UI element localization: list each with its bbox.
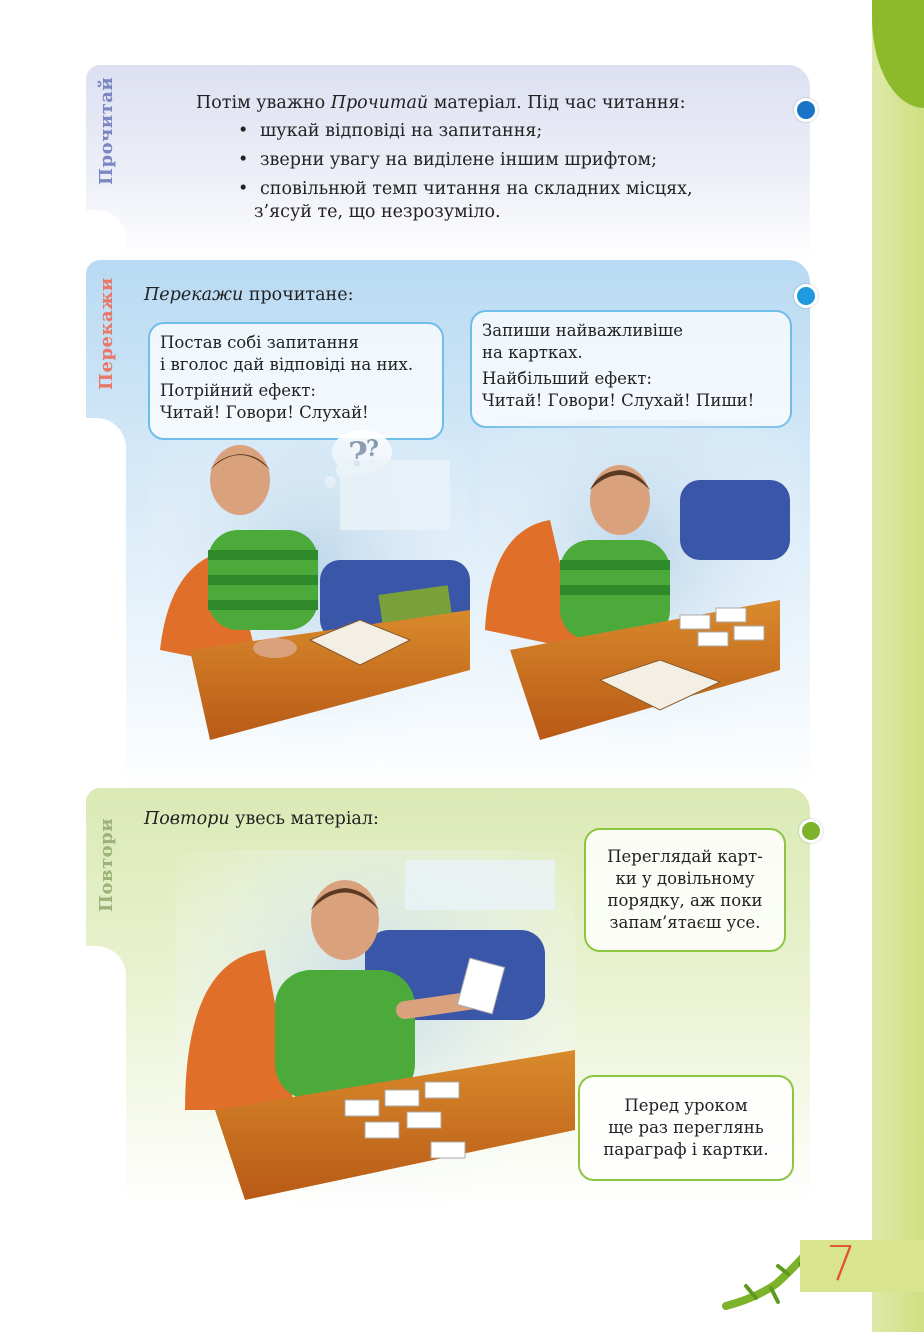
bubble-line: на картках.	[482, 343, 583, 362]
repeat-bubble-bottom	[578, 1075, 794, 1181]
repeat-intro-text: увесь матеріал:	[229, 809, 379, 829]
repeat-tab-gap	[86, 946, 126, 1208]
boy-reviewing-cards-illustration	[175, 850, 575, 1210]
repeat-intro-italic: Повтори	[144, 809, 230, 829]
read-intro-text: Потім уважно	[196, 93, 331, 113]
page-number: 7	[826, 1236, 857, 1292]
page-number-box	[800, 1240, 924, 1292]
retell-marker-dot	[794, 284, 818, 308]
retell-intro	[144, 284, 544, 307]
read-bullet-line: сповільнюй темп читання на складних місцях,	[260, 179, 693, 199]
bubble-line: і вголос дай відповіді на них.	[160, 355, 414, 374]
read-bullet	[238, 178, 758, 224]
bubble-line: Постав собі запитання	[160, 333, 359, 352]
read-intro-text-after: матеріал. Під час читання:	[428, 93, 686, 113]
retell-intro-text: прочитане:	[243, 285, 354, 305]
read-bullet: • зверни увагу на виділене іншим шрифтом;	[238, 149, 758, 172]
repeat-bubble-top	[584, 828, 786, 952]
bubble-line: Запиши найважливіше	[482, 321, 683, 340]
repeat-marker-dot	[799, 819, 823, 843]
read-marker-dot	[794, 98, 818, 122]
bubble-line: Перед уроком	[624, 1096, 748, 1115]
repeat-tab-label: Повтори	[96, 817, 117, 912]
repeat-intro	[144, 808, 544, 831]
bubble-line: Читай! Говори! Слухай! Пиши!	[482, 391, 755, 410]
bubble-line: параграф і картки.	[603, 1140, 769, 1159]
retell-bubble-right	[470, 310, 792, 428]
retell-intro-italic: Перекажи	[144, 285, 244, 305]
retell-tab-gap	[86, 418, 126, 790]
bubble-line: запам’ятаєш усе.	[609, 913, 761, 932]
read-bullet-line: з’ясуй те, що незрозуміло.	[254, 202, 501, 222]
boy-writing-illustration	[480, 420, 800, 750]
boy-reading-illustration	[150, 440, 470, 750]
retell-tab-label: Перекажи	[96, 277, 117, 390]
bubble-line: Читай! Говори! Слухай!	[160, 403, 369, 422]
bubble-line: порядку, аж поки	[607, 891, 763, 910]
bubble-line: ще раз переглянь	[608, 1118, 764, 1137]
read-bullets	[238, 120, 758, 224]
page-edge-strip	[872, 0, 924, 1332]
read-tab-label: Прочитай	[96, 76, 117, 185]
bubble-line: ки у довільному	[615, 869, 755, 888]
bubble-line: Потрійний ефект:	[160, 381, 316, 400]
bubble-line: Найбільший ефект:	[482, 369, 652, 388]
read-bullet: • шукай відповіді на запитання;	[238, 120, 758, 143]
read-intro	[196, 92, 776, 115]
read-intro-italic: Прочитай	[330, 93, 429, 113]
bubble-line: Переглядай карт-	[607, 847, 763, 866]
